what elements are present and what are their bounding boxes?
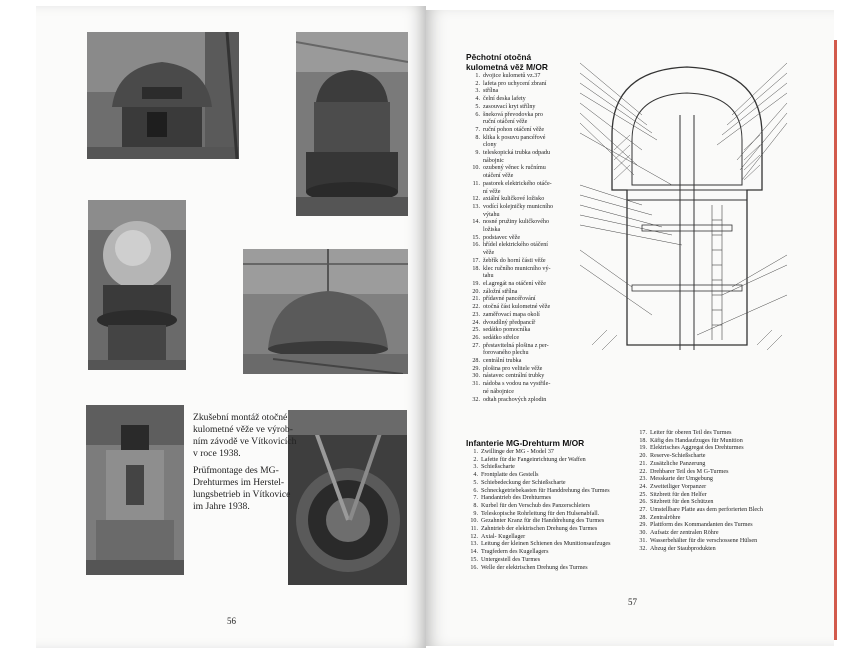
legend-item-number: 9. (475, 150, 480, 157)
legend-item (468, 289, 553, 297)
legend-item-text: ložiska (483, 227, 501, 234)
legend-item (466, 565, 610, 573)
legend-item-text: Schiebedeckung der Schießscharte (481, 479, 566, 486)
photo-closeup-assembly (86, 405, 184, 575)
legend-item-number: 10. (470, 518, 478, 525)
legend-item (635, 538, 763, 546)
legend-item (468, 320, 553, 328)
legend-item-text: Wasserbehälter für die verschossene Hülsen (650, 537, 758, 544)
legend-item-text: forovaného plechu (483, 350, 529, 357)
legend-item-text: Lafette für die Fangeinrichtung der Waffen (481, 456, 586, 463)
legend-item (466, 541, 610, 549)
photo-turret-assembly (296, 32, 408, 216)
legend-item-number: 22. (639, 468, 647, 475)
legend-item-text: clony (483, 142, 497, 149)
legend-item-text: Drehbarer Teil des M G-Turmes (650, 468, 729, 475)
legend-item (468, 173, 553, 181)
legend-item-text: Plattform des Kommandanten des Turmes (650, 522, 753, 529)
legend-item (466, 449, 610, 457)
legend-list-czech (468, 73, 553, 404)
legend-item-text: Tragfedern des Kugellagers (481, 549, 549, 556)
legend-item-number: 32. (472, 396, 480, 403)
legend-item-text: Frontplatte des Gestells (481, 472, 539, 479)
legend-item-text: otáčení věže (483, 173, 514, 180)
legend-item-number: 27. (472, 342, 480, 349)
title-line: Pěchotní otočná (466, 52, 532, 62)
caption-line: ním závodě ve Vítkovicích (193, 436, 297, 447)
legend-item (468, 250, 553, 258)
legend-item-text: Sitzbrett für den Schützen (650, 499, 714, 506)
legend-item-number: 17. (472, 257, 480, 264)
legend-item-number: 26. (472, 334, 480, 341)
legend-item-text: Leiter für oberen Teil des Turmes (650, 430, 732, 436)
legend-item (468, 381, 553, 389)
legend-item-text: Zusätzliche Panzerung (650, 460, 706, 467)
legend-item (635, 499, 763, 507)
legend-item-text: nádoba s vodou na vystřile- (483, 381, 551, 388)
legend-item (468, 88, 553, 96)
legend-item-number: 28. (639, 514, 647, 521)
legend-item-number: 16. (470, 564, 478, 571)
title-german: Infanterie MG-Drehturm M/OR (466, 438, 585, 448)
legend-item-text: lafeta pro uchycení zbraní (483, 80, 547, 87)
legend-item-text: Elektrisches Aggregat des Drehturmes (650, 445, 744, 452)
legend-item-number: 2. (475, 80, 480, 87)
legend-item (468, 189, 553, 197)
legend-item (468, 281, 553, 289)
legend-item-number: 12. (470, 533, 478, 540)
legend-item (466, 495, 610, 503)
legend-item-number: 1. (473, 449, 478, 455)
legend-item-text: Käfig des Handaufzuges für Munition (650, 437, 743, 444)
legend-item-number: 7. (475, 126, 480, 133)
legend-item-text: záložní střílna (483, 288, 518, 295)
legend-item (635, 530, 763, 538)
legend-item (468, 366, 553, 374)
legend-item-number: 27. (639, 507, 647, 514)
legend-item-number: 18. (639, 437, 647, 444)
legend-item (468, 397, 553, 405)
legend-item-number: 15. (472, 234, 480, 241)
legend-item-number: 21. (639, 460, 647, 467)
legend-item (468, 119, 553, 127)
legend-item-number: 32. (639, 545, 647, 552)
legend-item-number: 23. (472, 311, 480, 318)
legend-item-text: žebřík do horní části věže (483, 257, 546, 264)
legend-item (468, 266, 553, 274)
legend-item-text: výtahu (483, 211, 500, 218)
legend-item-text: Zahntrieb der elektrischen Drehung des Turmes (481, 526, 598, 533)
legend-item (635, 469, 763, 477)
legend-item (468, 296, 553, 304)
legend-item-text: centrální trubka (483, 358, 522, 365)
legend-item-text: vodící kolejničky municního (483, 203, 554, 210)
legend-item-text: nástavec centrální trubky (483, 373, 545, 380)
legend-item-text: Gezahnter Kranz für die Handdrehung des Turmes (481, 518, 605, 525)
legend-item (635, 507, 763, 515)
technical-drawing (572, 55, 795, 360)
legend-item-text: tahu (483, 273, 494, 280)
legend-item-text: plošina pro velitele věže (483, 365, 543, 372)
legend-item-text: Zwillinge der MG - Model 37 (481, 449, 554, 455)
legend-item-number: 5. (475, 103, 480, 110)
legend-item (468, 327, 553, 335)
legend-item (468, 127, 553, 135)
legend-item-number: 8. (473, 502, 478, 509)
legend-item (466, 472, 610, 480)
legend-item (468, 335, 553, 343)
legend-item (466, 557, 610, 565)
legend-item (468, 227, 553, 235)
legend-item-number: 24. (472, 319, 480, 326)
legend-item-number: 14. (470, 549, 478, 556)
legend-item (466, 549, 610, 557)
legend-item-number: 4. (475, 96, 480, 103)
legend-item (635, 461, 763, 469)
legend-item (468, 181, 553, 189)
legend-item-text: el.agregát na otáčení věže (483, 280, 546, 287)
legend-item (468, 112, 553, 120)
caption-line: im Jahre 1938. (193, 501, 250, 512)
legend-item-text: Sitzbrett für den Helfer (650, 491, 707, 498)
legend-item-text: nábojnic (483, 157, 504, 164)
caption-line: Prüfmontage des MG- (193, 465, 279, 476)
legend-item (468, 150, 553, 158)
legend-item (468, 81, 553, 89)
legend-item (468, 258, 553, 266)
legend-item-text: Untergestell des Turmes (481, 556, 541, 563)
legend-item-number: 25. (472, 327, 480, 334)
legend-item-number: 29. (472, 365, 480, 372)
legend-item-text: né nábojnice (483, 388, 514, 395)
legend-item-text: pastorek elektrického otáče- (483, 180, 552, 187)
legend-item-number: 26. (639, 499, 647, 506)
legend-item-text: odtah prachových zplodin (483, 396, 547, 403)
legend-item-text: nosné pružiny kuličkového (483, 219, 550, 226)
legend-item-number: 23. (639, 476, 647, 483)
legend-item-text: ní věže (483, 188, 501, 195)
legend-item (635, 484, 763, 492)
legend-item-number: 3. (473, 464, 478, 471)
legend-item-number: 30. (639, 530, 647, 537)
legend-item-number: 16. (472, 242, 480, 249)
legend-item-text: teleskopická trubka odpadu (483, 150, 551, 157)
legend-list-german-right (635, 430, 763, 553)
legend-item-text: přestavitelná plošina z per- (483, 342, 549, 349)
legend-item-number: 8. (475, 134, 480, 141)
legend-item-text: ruční pohon otáčení věže (483, 126, 545, 133)
legend-item (635, 476, 763, 484)
legend-item (468, 204, 553, 212)
legend-item-text: věže (483, 250, 495, 257)
legend-item (468, 242, 553, 250)
legend-item-text: klec ručního municního vý- (483, 265, 551, 272)
legend-item-text: Abzug der Staubprodukten (650, 545, 716, 552)
legend-item-text: podstavec věže (483, 234, 521, 241)
legend-item-text: Handantrieb des Drehturmes (481, 495, 552, 502)
legend-item (468, 158, 553, 166)
legend-item (468, 350, 553, 358)
legend-item-number: 29. (639, 522, 647, 529)
photo-dome-hall (243, 249, 408, 374)
legend-item (466, 464, 610, 472)
page-number-left: 56 (227, 616, 236, 626)
legend-item (468, 273, 553, 281)
legend-item (635, 522, 763, 530)
legend-item-number: 24. (639, 483, 647, 490)
legend-item-text: ozubený věnec k ručnímu (483, 165, 546, 172)
legend-item-number: 4. (473, 472, 478, 479)
legend-item (468, 104, 553, 112)
legend-item (468, 235, 553, 243)
legend-item-number: 20. (639, 453, 647, 460)
legend-item-number: 13. (472, 203, 480, 210)
legend-item (466, 480, 610, 488)
legend-item-text: Messkarte der Umgebung (650, 476, 713, 483)
legend-item-text: Schießscharte (481, 464, 515, 471)
legend-item-number: 12. (472, 196, 480, 203)
photo-interior-mechanism (288, 410, 407, 585)
legend-item-text: Zweiteiliger Vorpanzer (650, 483, 707, 490)
legend-item-number: 21. (472, 296, 480, 303)
legend-item-text: sedátko střelce (483, 334, 520, 341)
legend-item-number: 5. (473, 479, 478, 486)
legend-item-text: Teleskopische Rohrleitung für den Hulsenabfall. (481, 510, 600, 517)
legend-item-number: 14. (472, 219, 480, 226)
legend-item-number: 1. (475, 73, 480, 79)
legend-item-number: 19. (639, 445, 647, 452)
legend-item-text: dvoudílný předpancíř (483, 319, 536, 326)
legend-item (468, 212, 553, 220)
photo-dome-ring (88, 200, 186, 370)
legend-item-number: 18. (472, 265, 480, 272)
legend-item-number: 10. (472, 165, 480, 172)
legend-item-text: axiální kuličkové ložisko (483, 196, 545, 203)
legend-item (468, 73, 553, 81)
legend-item-text: Kurbel für den Verschub des Panzerschleiers (481, 502, 591, 509)
legend-item (468, 312, 553, 320)
legend-item-number: 20. (472, 288, 480, 295)
legend-item (468, 358, 553, 366)
legend-item-text: sedátko pomocníka (483, 327, 531, 334)
legend-item-number: 17. (639, 430, 647, 436)
legend-item-number: 6. (473, 487, 478, 494)
legend-item (635, 546, 763, 554)
legend-item-number: 11. (470, 526, 478, 533)
legend-item-text: střílna (483, 88, 499, 95)
legend-item (468, 373, 553, 381)
legend-item-text: Welle der elektrischen Drehung des Turmes (481, 564, 588, 571)
legend-item (468, 389, 553, 397)
legend-item-text: ruční otáčení věže (483, 119, 528, 126)
legend-item-number: 28. (472, 358, 480, 365)
legend-list-german-left (466, 449, 610, 572)
caption-czech (193, 412, 296, 460)
caption-line: Zkušební montáž otočné (193, 412, 288, 423)
legend-item-text: otočná část kulometné věže (483, 304, 551, 311)
legend-item (466, 488, 610, 496)
legend-item (635, 438, 763, 446)
legend-item (468, 304, 553, 312)
legend-item-text: dvojice kulometů vz.37 (483, 73, 541, 79)
legend-item (635, 430, 763, 438)
legend-item-number: 6. (475, 111, 480, 118)
title-line: kulometná věž M/OR (466, 62, 548, 72)
title-czech (466, 52, 548, 72)
caption-german (193, 465, 290, 513)
legend-item-text: Leitung der kleinen Schienen des Munitionsaufzuges (481, 541, 611, 548)
legend-item-text: Umstellbare Platte aus dem perforierten Blech (650, 507, 763, 514)
legend-item-text: klika k posuvu pancéřové (483, 134, 546, 141)
legend-item-number: 13. (470, 541, 478, 548)
legend-item (466, 518, 610, 526)
legend-item-number: 31. (639, 537, 647, 544)
caption-line: Drehturmes im Herstel- (193, 477, 285, 488)
legend-item-text: hřídel elektrického otáčení (483, 242, 548, 249)
legend-item-text: šneková převodovka pro (483, 111, 543, 118)
legend-item (468, 96, 553, 104)
legend-item-number: 11. (472, 180, 480, 187)
legend-item-number: 9. (473, 510, 478, 517)
legend-item-number: 22. (472, 304, 480, 311)
legend-item-text: Axial- Kugellager (481, 533, 526, 540)
legend-item-text: Zentralröhre (650, 514, 681, 521)
legend-item-number: 25. (639, 491, 647, 498)
legend-item-text: Schneckgetriebekasten für Handdrehung des Turmes (481, 487, 610, 494)
legend-item-text: Reserve-Schießscharte (650, 453, 706, 460)
page-number-right: 57 (628, 597, 637, 607)
legend-item (468, 142, 553, 150)
legend-item (468, 135, 553, 143)
legend-item-number: 15. (470, 556, 478, 563)
photo-turret-dome (87, 32, 239, 159)
legend-item (635, 445, 763, 453)
legend-item-text: zaměřovací mapa okolí (483, 311, 540, 318)
legend-item (468, 165, 553, 173)
caption-line: kulometné věže ve výrob- (193, 424, 293, 435)
legend-item-text: čelní deska lafety (483, 96, 526, 103)
legend-item-number: 7. (473, 495, 478, 502)
caption-line: lungsbetrieb in Vítkovice (193, 489, 291, 500)
legend-item-text: zasouvací kryt střílny (483, 103, 536, 110)
legend-item (468, 219, 553, 227)
caption-line: v roce 1938. (193, 448, 241, 459)
legend-item-number: 30. (472, 373, 480, 380)
legend-item (635, 453, 763, 461)
legend-item (468, 196, 553, 204)
legend-item (466, 503, 610, 511)
legend-item-number: 19. (472, 280, 480, 287)
legend-item-number: 3. (475, 88, 480, 95)
legend-item-text: přídavné pancéřování (483, 296, 536, 303)
legend-item (466, 526, 610, 534)
legend-item-number: 2. (473, 456, 478, 463)
legend-item-number: 31. (472, 381, 480, 388)
legend-item-text: Aufsatz der zentralen Röhre (650, 530, 719, 537)
